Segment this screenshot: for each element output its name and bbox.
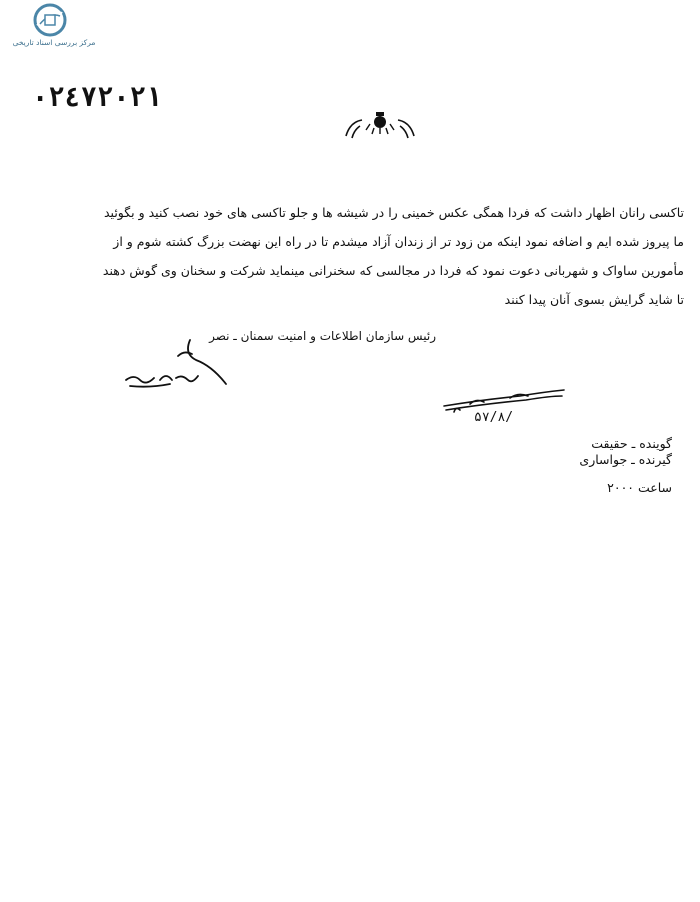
- time-line: ساعت ٢٠٠٠: [607, 480, 672, 495]
- speaker-line: گوینده ـ حقیقت: [591, 436, 672, 451]
- handwritten-signature: [120, 334, 240, 394]
- archive-caption: مرکز بررسی اسناد تاریخی: [12, 38, 96, 47]
- archive-logo-icon: [28, 2, 70, 38]
- body-line: تا شاید گرایش بسوی آنان پیدا کنند: [504, 292, 684, 307]
- signature-title: رئیس سازمان اطلاعات و امنیت سمنان ـ نصر: [209, 329, 436, 343]
- body-line: ما پیروز شده ایم و اضافه نمود اینکه من زود تر از زندان آزاد میشدم تا در راه این نهضت بزرگ کشته شوم و از: [113, 234, 684, 249]
- letter-body: [12, 198, 684, 314]
- initials-date: ۵۷/۸/: [474, 410, 514, 425]
- document-number: ٠٢٤٧٢٠٢١: [32, 82, 163, 113]
- body-line: مأمورین ساواک و شهربانی دعوت نمود که فردا در مجالسی که سخنرانی مینماید شرکت و سخنان وی گوش دهند: [102, 263, 684, 278]
- lion-and-sun-emblem-icon: [340, 110, 420, 144]
- body-line: تاکسی رانان اظهار داشت که فردا همگی عکس خمینی را در شیشه ها و جلو تاکسی های خود نصب کنید و بگوئید: [103, 205, 684, 220]
- receiver-line: گیرنده ـ جواساری: [579, 452, 672, 467]
